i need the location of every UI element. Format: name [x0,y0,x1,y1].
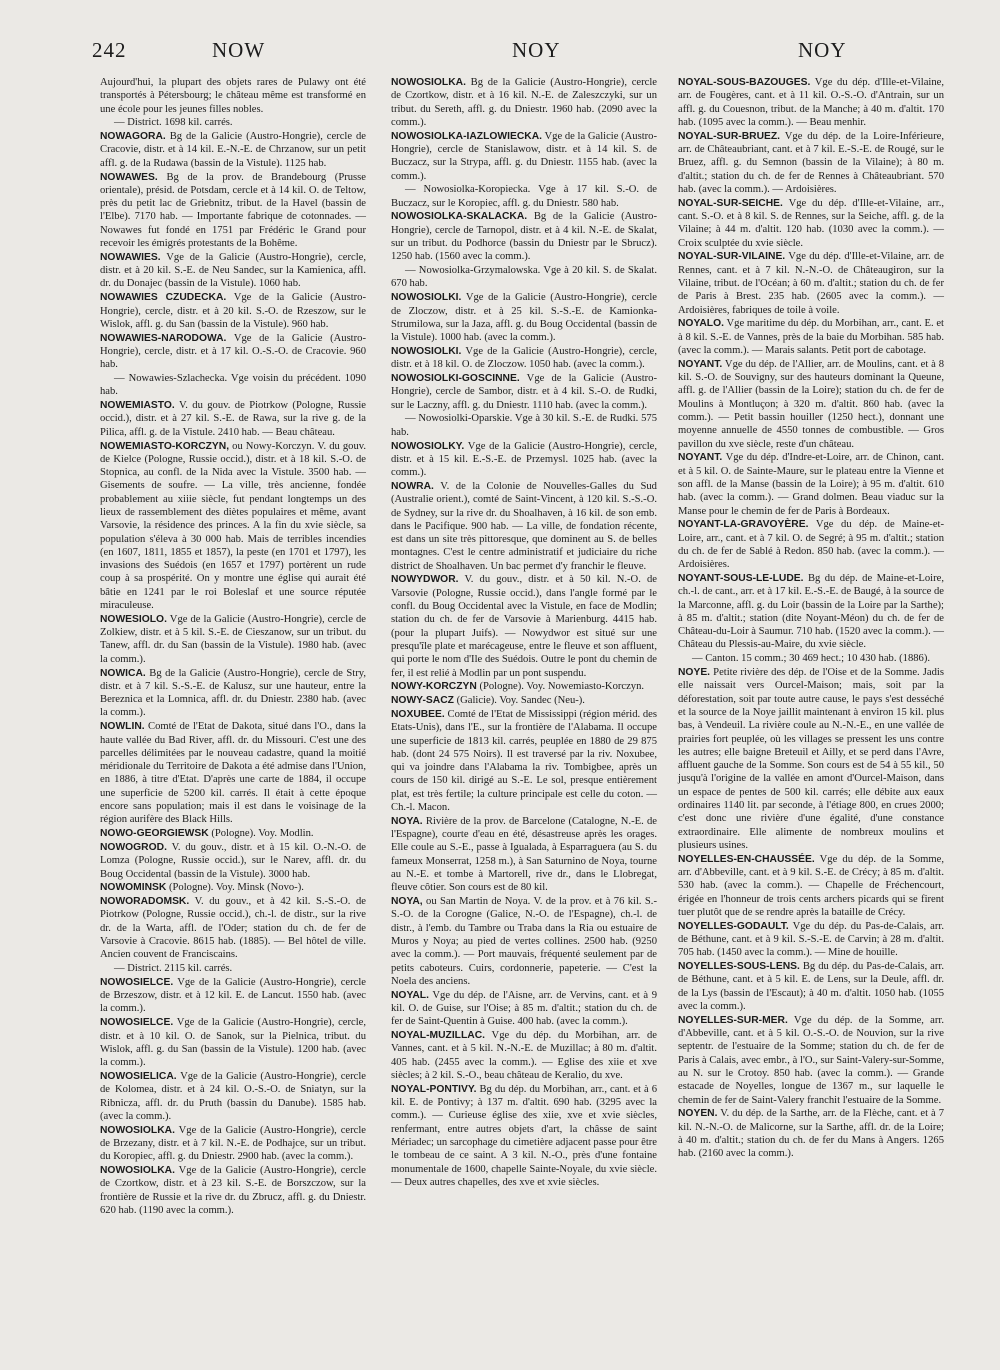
entry-text: Bg de la Galicie (Austro-Hongrie), cercle de Cracovie, distr. et à 14 kil. E.-N.-E. de Chrzanow, sur un petit affl. g. de la Rudawa (bassin de la Vistule). 1125 hab. [100,131,366,169]
entry-text: — Nowosiolka-Koropiecka. Vge à 17 kil. S.-O. de Buczacz, sur le Koropiec, affl. g. du Dniestr. 580 hab. [391,184,657,209]
entry-text: ou Nowy-Korczyn. V. du gouv. de Kielce (Pologne, Russie occid.), distr. et à 18 kil. S.-O. de Stopnica, au confl. de la Nida avec la Vistule. 3500 hab. — Gisements de soufre. — La ville, très ancienne, fondée probablement au xiiie siècle, fut pendant longtemps un des lieux de rassemblement des diètes populaires et même, avant Varsovie, la résidence des princes. A la fin du xvie siècle, sa population s'éleva à 30 000 hab. Mais de terribles incendies (en 1607, 1811, 1855 et 1857), la peste (en 1701 et 1797), les invasions des Suédois (en 1657 et 1797) portèrent un rude coup à sa prospérité. On y montre une église qui aurait été bâtie en 1241 par le roi Boleslaf et une source réputée miraculeuse. [100,440,366,612]
entry-text: Vge de la Galicie (Austro-Hongrie), cercle, distr. et à 10 kil. O. de Sanok, sur la Pielnica, tribut. du Wislok, affl. g. du San (bassin de la Vistule). 1200 hab. (avec la comm.). [100,1017,366,1069]
entry-headword: NOWOSIOLKA-SKALACKA. [391,211,528,223]
dictionary-entry [100,1016,366,1069]
entry-text: — Nowawies-Szlachecka. Vge voisin du précédent. 1090 hab. [100,373,366,398]
dictionary-entry [100,372,366,399]
entry-text: Vge du dép. d'Ille-et-Vilaine, arr., cant. S.-O. et à 8 kil. S. de Rennes, sur la Seiche, affl. g. de la Vilaine; à 44 m. d'altit. 120 hab. (1030 avec la comm.). — Croix sculptée du xvie siècle. [678,197,944,249]
entry-text: — District. 2115 kil. carrés. [114,963,233,975]
entry-text: Vge du dép. du Pas-de-Calais, arr. de Béthune, cant. et à 9 kil. S.-S.-E. de Carvin; à 28 m. d'altit. 705 hab. (1450 avec la comm.). — Mine de houille. [678,920,944,959]
dictionary-entry [391,291,657,344]
entry-headword: NOXUBEE. [391,708,445,720]
dictionary-entry [678,920,944,960]
dictionary-entry [391,989,657,1029]
dictionary-entry [678,1107,944,1160]
dictionary-entry [678,130,944,196]
entry-headword: NOYAL-PONTIVY. [391,1083,477,1095]
entry-headword: NOWEMIASTO-KORCZYN, [100,440,230,452]
entry-headword: NOYANT. [678,358,723,370]
entry-text: — District. 1698 kil. carrés. [114,117,233,129]
entry-headword: NOYAL-SUR-VILAINE. [678,251,786,263]
dictionary-entry [391,694,657,707]
right-running-head: NOY [798,38,847,62]
entry-headword: NOWAWIES-NARODOWA. [100,332,227,344]
dictionary-entry [391,708,657,814]
entry-headword: NOWOSIOLKA. [100,1165,175,1177]
entry-text: Bg de la Galicie (Austro-Hongrie), cercle de Czortkow, distr. et à 16 kil. N.-E. de Zaleszczyki, sur un tribut. du Sereth, affl. g. du Dniestr. 1960 hab. (2090 avec la comm.). [391,77,657,128]
dictionary-entry [391,76,657,129]
entry-headword: NOYAL-SOUS-BAZOUGES. [678,77,811,88]
entry-headword: NOWOMINSK [100,882,167,894]
dictionary-entry [100,613,366,666]
dictionary-entry [100,251,366,291]
entry-headword: NOWOSIOLKA. [391,77,466,88]
dictionary-entry [678,451,944,517]
entry-text: Vge du dép. de Maine-et-Loire, arr., cant. et à 7 kil. O. de Segré; à 95 m. d'altit.; station du ch. de fer de Sablé à Redon. 850 hab. (avec la comm.). — Ardoisières. [678,519,944,571]
entry-text: Vge de la Galicie (Austro-Hongrie), cercle de Stanislawow, distr. et à 14 kil. S. de Buczacz, sur la Strypa, affl. g. du Dniestr. 1155 hab. (avec la comm.). [391,130,657,182]
dictionary-entry [391,1029,657,1082]
entry-headword: NOWOSIOLKI-GOSCINNE. [391,373,520,385]
dictionary-entry [391,1083,657,1189]
dictionary-entry [391,183,657,210]
left-running-head: NOW [212,38,266,62]
dictionary-entry [100,1124,366,1164]
entry-headword: NOWRA. [391,480,434,492]
dictionary-entry [391,440,657,480]
entry-headword: NOWOSIOLKY. [391,440,465,452]
entry-headword: NOYA. [391,815,423,827]
dictionary-entry [100,720,366,826]
entry-headword: NOWAWIES. [100,251,161,263]
entry-text: Vge du dép. de l'Aisne, arr. de Vervins, cant. et à 9 kil. O. de Guise, sur l'Oise; à 85 m. d'altit.; station du ch. de fer de Saint-Quentin à Guise. 400 hab. (avec la comm.). [391,989,657,1028]
entry-text: Vge de la Galicie (Austro-Hongrie), cercle de Czortkow, distr. et à 23 kil. S.-E. de Borszczow, sur la frontière de Russie et la rive dr. du Zbrucz, affl. g. du Dniestr. 620 hab. (1190 avec la comm.). [100,1165,366,1216]
entry-text: Vge du dép. de l'Allier, arr. de Moulins, cant. et à 8 kil. S.-O. de Souvigny, sur des hauteurs dominant la Queune, affl. g. de l'Allier (bassin de la Loire); station du ch. de fer de Moulins à Montluçon; à 320 m. d'altit. 860 hab. (avec la comm.). — Petit bassin houiller (1250 hect.), donnant une moyenne annuelle de 4550 tonnes de combustible. — Gros pavillon du xve siècle, reste d'un château. [678,358,944,450]
dictionary-entry [678,652,944,665]
entry-headword: NOWOSIOLKA-IAZLOWIECKA. [391,130,543,142]
dictionary-entry [391,210,657,263]
dictionary-entry [100,399,366,439]
entry-headword: NOYELLES-SOUS-LENS. [678,961,800,973]
entry-headword: NOYELLES-EN-CHAUSSÉE. [678,853,815,865]
dictionary-entry [100,76,366,116]
entry-text: V. du gouv., distr. et à 50 kil. N.-O. de Varsovie (Pologne, Russie occid.), dans l'angle formé par le confl. du Boug Occidental avec la Vistule, en face de Modlin; station du ch. de fer de Varsovie à Marienburg. 4415 hab. (pour la plupart Juifs). — Nowydwor est situé sur une presqu'île plate et marécageuse, entre le fleuve et son affluent, qui porte le nom d'Ile des Suédois. Outre le pont du chemin de fer, il est relié à Modlin par un pont suspendu. [391,574,657,679]
entry-headword: NOWOSIELCE. [100,1017,174,1029]
dictionary-entry [678,518,944,571]
entry-text: Bg du dép. de Maine-et-Loire, ch.-l. de cant., arr. et à 17 kil. E.-S.-E. de Baugé, à la source de la Marconne, affl. g. du Loir (bassin de la Loire par la Sarthe); à 85 m. d'altit.; station (dite Noyant-Méon) du ch. de fer de Château-du-Loir à Saumur. 710 hab. (1520 avec la comm.). — Château du Plessis-au-Maire, du xvie siècle. [678,572,944,651]
entry-headword: NOWLIN. [100,721,145,733]
entry-text: Bg de la Galicie (Austro-Hongrie), cercle de Stry, distr. et à 7 kil. S.-S.-E. de Kalusz, sur une hauteur, entre la Bereznica et la Lomnica, affl. dr. du Dniestr. 2380 hab. (avec la comm.). [100,667,366,719]
entry-text: (Galicie). Voy. Sandec (Neu-). [456,695,585,707]
entry-headword: NOYAL-SUR-BRUEZ. [678,130,781,142]
entry-headword: NOWOSIELICA. [100,1070,177,1082]
entry-headword: NOYELLES-SUR-MER. [678,1014,788,1026]
running-header [92,38,922,70]
entry-headword: NOYEN. [678,1108,718,1120]
entry-headword: NOWO-GEORGIEWSK [100,828,209,840]
entry-text: Vge de la Galicie (Austro-Hongrie), cercle de Kolomea, distr. et à 24 kil. O.-S.-O. de Sniatyn, sur la Ribnicza, affl. dr. du Pruth (bassin du Danube). 1585 hab. (avec la comm.). [100,1070,366,1122]
dictionary-entry [678,853,944,919]
dictionary-entry [391,895,657,988]
center-running-head: NOY [512,38,561,62]
entry-text: Vge de la Galicie (Austro-Hongrie), cercle de Zolkiew, distr. et à 5 kil. S.-E. de Cieszanow, sur un tribut. du Tanew, affl. dr. du San (bassin de la Vistule). 1980 hab. (avec la comm.). [100,613,366,665]
entry-text: Vge du dép. de la Somme, arr. d'Abbeville, cant. et à 5 kil. O.-S.-O. de Nouvion, sur la rive septentr. de l'estuaire de la Somme; station du ch. de fer de Paris à Calais, avec embr., à l'O., sur Saint-Valery-sur-Somme, au N. sur le Crotoy. 850 hab. (avec la comm.). — Grande estacade de Noyelles, longue de 1367 m., sur laquelle le chemin de fer de Saint-Valery franchit l'estuaire de la Somme. [678,1014,944,1106]
entry-headword: NOWOSIOLKA. [100,1124,175,1136]
entry-headword: NOYANT. [678,452,723,464]
entry-text: V. du gouv., et à 42 kil. S.-S.-O. de Piotrkow (Pologne, Russie occid.), ch.-l. de distr., sur la rive dr. de la Warta, affl. de l'Oder; station du ch. de fer de Varsovie à Cracovie. 8615 hab. (1885). — Bel hôtel de ville. Ancien couvent de Franciscains. [100,896,366,961]
entry-text: Vge de la Galicie (Austro-Hongrie), cercle de Brzeszow, distr. et à 12 kil. E. de Lancut. 1550 hab. (avec la comm.). [100,976,366,1015]
entry-text: (Pologne). Voy. Minsk (Novo-). [169,882,304,894]
dictionary-entry [678,76,944,129]
entry-text: Vge de la Galicie (Austro-Hongrie), cercle, distr. et à 18 kil. O. de Zloczow. 1050 hab. (avec la comm.). [391,345,657,371]
entry-text: Vge de la Galicie (Austro-Hongrie), cercle, distr. et à 20 kil. S.-O. de Rzeszow, sur le Wislok, affl. g. du San (bassin de la Vistule). 960 hab. [100,292,366,330]
dictionary-entry [100,895,366,961]
dictionary-entry [100,667,366,720]
entry-headword: NOWOSIOLKI. [391,345,462,357]
entry-headword: NOWAWES. [100,171,158,183]
entry-text: Vge de la Galicie (Austro-Hongrie), cercle de Brzezany, distr. et à 7 kil. N.-E. de Podhajce, sur un tribut. du Koropiec, affl. g. du Dniestr. 2900 hab. (avec la comm.). [100,1124,366,1163]
entry-text: Vge du dép. de la Loire-Inférieure, arr. de Châteaubriant, cant. et à 7 kil. E.-S.-E. de Rougé, sur le Bruez, affl. g. du Semnon (bassin de la Vilaine); à 80 m. d'altit.; station du ch. de fer de Rennes à Châteaubriant. 570 hab. (avec la comm.). — Ardoisières. [678,130,944,195]
dictionary-entry [678,960,944,1013]
entry-text: Vge de la Galicie (Austro-Hongrie), cercle, distr. et à 17 kil. O.-S.-O. de Cracovie. 960 hab. [100,332,366,371]
entry-headword: NOWICA. [100,667,146,679]
entry-headword: NOYANT-SOUS-LE-LUDE. [678,572,804,584]
entry-text: Bg du dép. du Morbihan, arr., cant. et à 6 kil. E. de Pontivy; à 137 m. d'altit. 690 hab. (3295 avec la comm.). — Curieuse église des xiie, xve et xvie siècles, renfermant, entre autres objets d'art, la châsse de saint Mériadec; un sarcophage du cimetière adjacent passe pour être le tombeau de ce saint. A 3 kil. N.-O., près d'une fontaine monumentale de 1600, chapelle Sainte-Noyale, du xvie siècle. — Deux autres chapelles, des xve et xvie siècles. [391,1083,657,1188]
dictionary-entry [391,573,657,679]
entry-headword: NOYE. [678,667,711,679]
entry-text: V. du gouv., distr. et à 15 kil. O.-N.-O. de Lomza (Pologne, Russie occid.), sur le Narev, affl. dr. du Boug Occidental (bassin de la Vistule). 3000 hab. [100,841,366,880]
dictionary-entry [100,171,366,251]
dictionary-entry [391,680,657,693]
entry-text: Rivière de la prov. de Barcelone (Catalogne, N.-E. de l'Espagne), courte d'eau en été, désastreuse après les orages. Elle coule au S.-E., passe à Igualada, à Esparraguera (au S. du fameux Monserrat, 1258 m.), à San Saturnino de Noya, tourne au N.-E. et tombe à Martorell, rive dr., dans le Llobregat, fleuve côtier. Son cours est de 80 kil. [391,815,657,894]
dictionary-entry [678,250,944,316]
entry-headword: NOYANT-LA-GRAVOYÈRE. [678,519,809,531]
entry-text: V. du dép. de la Sarthe, arr. de la Flèche, cant. et à 7 kil. N.-N.-O. de Malicorne, sur la Sarthe, affl. dr. de la Loire; à 40 m. d'altit.; station du ch. de fer du Mans à Angers. 1265 hab. (2160 avec la comm.). [678,1108,944,1160]
entry-text: Vge de la Galicie (Austro-Hongrie), cercle de Sambor, distr. et à 4 kil. S.-O. de Rudki, sur le Laczny, affl. g. du Dniestr. 1110 hab. (avec la comm.). [391,373,657,411]
entry-text: Petite rivière des dép. de l'Oise et de la Somme. Jadis elle naissait vers Ourcel-Maison; mais, soit par la déforestation, soit par toute autre cause, le pays s'est desséché et la source de la Noye jaillit maintenant à environ 15 kil. plus bas, à Vendeuil. La rivière coule au N.-N.-E., en une vallée de prairies fort peuplée, où les villages se pressent les uns contre les autres; elle baigne Breteuil et Ailly, et se perd dans l'Avre, affluent gauche de la Somme. Son cours est de 54 à 55 kil., 50 jusqu'à l'origine de la vallée en amont d'Ourcel-Maison, dans un espace de pentes de 500 kil. carrés; elle débite aux eaux ordinaires 1140 lit. par seconde, à l'étiage 800, en crues 2000; c'est donc une rivière d'une égalité, d'une constance extraordinaire. Elle alimente de nombreux moulins et plusieurs usines. [678,667,944,851]
dictionary-entry [100,1164,366,1217]
dictionary-entry [678,358,944,451]
entry-text: Vge maritime du dép. du Morbihan, arr., cant. E. et à 8 kil. S.-E. de Vannes, près de la baie du Morbihan. 585 hab. (avec la comm.). — Marais salants. Petit port de cabotage. [678,318,944,356]
entry-text: Comté de l'Etat de Dakota, situé dans l'O., dans la haute vallée du Bad River, affl. dr. du Missouri. C'est une des parcelles délimitées par le nouveau cadastre, quand la moitié méridionale du Territoire de Dakota a été admise dans l'Union, en 1886, à titre d'Etat. D'après une carte de 1884, il occupe une superficie de 5200 kil. carrés. Il était à cette époque encore sans population; mais il est dans le voisinage de la région aurifère des Black Hills. [100,721,366,826]
entry-text: (Pologne). Voy. Modlin. [211,828,314,840]
entry-text: Vge du dép. d'Indre-et-Loire, arr. de Chinon, cant. et à 5 kil. O. de Sainte-Maure, sur le plateau entre la Vienne et son affl. de la Manse (bassin de la Loire); à 95 m. d'altit. 610 hab. (avec la comm.). — Grand dolmen. Beau viaduc sur la Manse pour le chemin de fer de Paris à Bordeaux. [678,452,944,517]
entry-headword: NOWORADOMSK. [100,896,190,908]
dictionary-entry [100,440,366,613]
page-number: 242 [92,38,127,62]
entry-headword: NOYALO. [678,318,724,330]
entry-headword: NOWOSIELCE. [100,976,174,988]
dictionary-entry [100,962,366,975]
dictionary-entry [391,264,657,291]
dictionary-entry [100,130,366,170]
dictionary-entry [100,881,366,894]
entry-headword: NOWEMIASTO. [100,400,175,412]
entry-headword: NOWAGORA. [100,131,166,143]
dictionary-entry [100,332,366,372]
entry-text: Vge de la Galicie (Austro-Hongrie), cercle, distr. et à 20 kil. S.-E. de Neu Sandec, sur la Kamienica, affl. dr. du Donajec (bassin de la Vistule). 1060 hab. [100,251,366,290]
entry-headword: NOYAL-SUR-SEICHE. [678,197,783,209]
entry-text: — Nowosiolki-Oparskie. Vge à 30 kil. S.-E. de Rudki. 575 hab. [391,413,657,438]
entry-text: Comté de l'Etat de Mississippi (région mérid. des Etats-Unis), dans l'E., sur la frontière de l'Alabama. Il occupe une superficie de 1813 kil. carrés, peuplée en 1880 de 29 875 hab. (dont 24 575 Noirs). Il est traversé par la riv. Noxubee, qui va joindre dans l'Alabama la riv. Tombigbee, après un cours de 150 kil. dirigé au S.-E. Le sol, presque entièrement plat, est très fertile; la culture principale est celle du coton. — Ch.-l. Macon. [391,708,657,814]
entry-headword: NOWYDWOR. [391,574,459,586]
entry-text: Bg de la Galicie (Austro-Hongrie), cercle de Tarnopol, distr. et à 4 kil. N.-E. de Skalat, sur un tribut. du Podhorce (bassin du Dniestr par le Sbrucz). 1250 hab. (1560 avec la comm.). [391,211,657,263]
dictionary-entry [678,572,944,652]
entry-headword: NOYAL-MUZILLAC. [391,1030,485,1042]
entry-headword: NOWAWIES CZUDECKA. [100,292,227,304]
column-2 [391,76,657,1354]
entry-text: — Canton. 15 comm.; 30 469 hect.; 10 430 hab. (1886). [692,653,931,665]
text-columns [100,76,944,1356]
entry-text: Vge de la Galicie (Austro-Hongrie), cercle de Zloczow, distr. et à 25 kil. S.-S.-E. de Kamionka-Strumilowa, sur la Jaza, affl. g. du Boug Occidental (bassin de la Vistule). 1000 hab. (avec la comm.). [391,292,658,344]
entry-text: Vge de la Galicie (Austro-Hongrie), cercle, distr. et à 15 kil. E.-S.-E. de Przemysl. 1025 hab. (avec la comm.). [391,440,657,479]
entry-headword: NOWY-KORCZYN [391,681,477,693]
dictionary-entry [678,666,944,852]
entry-text: (Pologne). Voy. Nowemiasto-Korczyn. [479,681,645,693]
entry-text: Aujourd'hui, la plupart des objets rares de Pulawy ont été transportés à Pétersbourg; le château même est transformé en une école pour les jeunes filles nobles. [100,77,366,115]
dictionary-entry [678,317,944,357]
entry-text: V. du gouv. de Piotrkow (Pologne, Russie occid.), distr. et à 27 kil. S.-E. de Rawa, sur la rive g. de la Pilica, affl. g. de la Vistule. 2410 hab. — Beau château. [100,400,366,438]
entry-headword: NOWY-SACZ [391,695,454,707]
dictionary-entry [100,291,366,331]
entry-headword: NOWOSIOLKI. [391,292,462,304]
column-3 [678,76,944,1354]
dictionary-entry [100,116,366,129]
entry-headword: NOYELLES-GODAULT. [678,920,789,932]
dictionary-entry [391,372,657,412]
entry-text: Bg du dép. du Pas-de-Calais, arr. de Béthune, cant. et à 5 kil. E. de Lens, sur la Deule, affl. dr. de la Lys (bassin de l'Escaut); à 40 m. d'altit. 1050 hab. (1055 avec la comm.). [678,961,944,1012]
dictionary-entry [391,130,657,183]
dictionary-entry [100,976,366,1016]
entry-text: Vge du dép. d'Ille-et-Vilaine, arr. de Fougères, cant. et à 11 kil. O.-S.-O. d'Antrain, sur un affl. g. du Couesnon, tribut. de la Manche; à 40 m. d'altit. 170 hab. (1095 avec la comm.). — Beau menhir. [678,77,944,128]
entry-text: V. de la Colonie de Nouvelles-Galles du Sud (Australie orient.), comté de Saint-Vincent, à 120 kil. S.-S.-O. de Sydney, sur la rive dr. du Shoalhaven, à 16 kil. de son emb. dans le Pacifique. 900 hab. — La ville, de fondation récente, est dans un site très pittoresque, que dominent au S. de belles montagnes. C'est le centre administratif et judiciaire du riche district de Shoalhaven. Un bac permet d'y franchir le fleuve. [391,480,657,572]
dictionary-entry [391,345,657,372]
entry-text: ou San Martin de Noya. V. de la prov. et à 76 kil. S.-S.-O. de la Corogne (Galice, N.-O. de l'Espagne), ch.-l. de distr., à l'emb. du Tambre ou Traba dans la Ria ou estuaire de Muros y Noya; au pied de vertes collines. 2500 hab. (9250 avec la comm.). — Port mauvais, fréquenté seulement par de petits caboteurs. Cuirs, cordonnerie, papeterie. — C'est la Noela des anciens. [391,896,657,987]
entry-headword: NOYAL. [391,989,429,1001]
entry-text: Vge du dép. d'Ille-et-Vilaine, arr. de Rennes, cant. et à 7 kil. N.-N.-O. de Châteaugiron, sur la Vilaine, tribut. de l'Océan; à 60 m. d'altit.; station du ch. de fer de Paris à Brest. 235 hab. (2605 avec la comm.). — Ardoisières, fabriques de toile à voile. [678,251,944,316]
dictionary-entry [100,827,366,840]
entry-headword: NOYA, [391,896,423,908]
column-1 [100,76,366,1354]
entry-text: — Nowosiolka-Grzymalowska. Vge à 20 kil. S. de Skalat. 670 hab. [391,265,657,290]
entry-headword: NOWOGROD. [100,841,167,853]
dictionary-entry [391,412,657,439]
dictionary-entry [678,197,944,250]
dictionary-entry [100,1070,366,1123]
entry-text: Vge du dép. de la Somme, arr. d'Abbeville, cant. et à 9 kil. S.-E. de Crécy; à 85 m. d'altit. 530 hab. (avec la comm.). — Chapelle de Fréchencourt, érigée en l'honneur de trois cents archers picards qui se firent tuer plutôt que de se rendre après la bataille de Crécy. [678,853,944,918]
entry-text: Bg de la prov. de Brandebourg (Prusse orientale), présid. de Potsdam, cercle et à 14 kil. O. de Teltow, près du petit lac de Griebnitz, tribut. de la Havel (bassin de l'Elbe). 7170 hab. — Importante fabrique de cotonnades. — Nowawes fut fondé en 1751 par Frédéric le Grand pour recevoir les émigrés protestants de la Bohême. [100,171,366,250]
entry-text: Vge du dép. du Morbihan, arr. de Vannes, cant. et à 5 kil. N.-N.-E. de Muzillac; à 80 m. d'altit. 405 hab. (2455 avec la comm.). — Eglise des xiie et xve siècles; à 2 kil. S.-O., beau château de Keralio, du xve. [391,1030,657,1081]
dictionary-entry [391,480,657,573]
dictionary-entry [678,1014,944,1107]
dictionary-entry [391,815,657,895]
entry-headword: NOWESIOLO. [100,613,167,625]
dictionary-entry [100,841,366,881]
